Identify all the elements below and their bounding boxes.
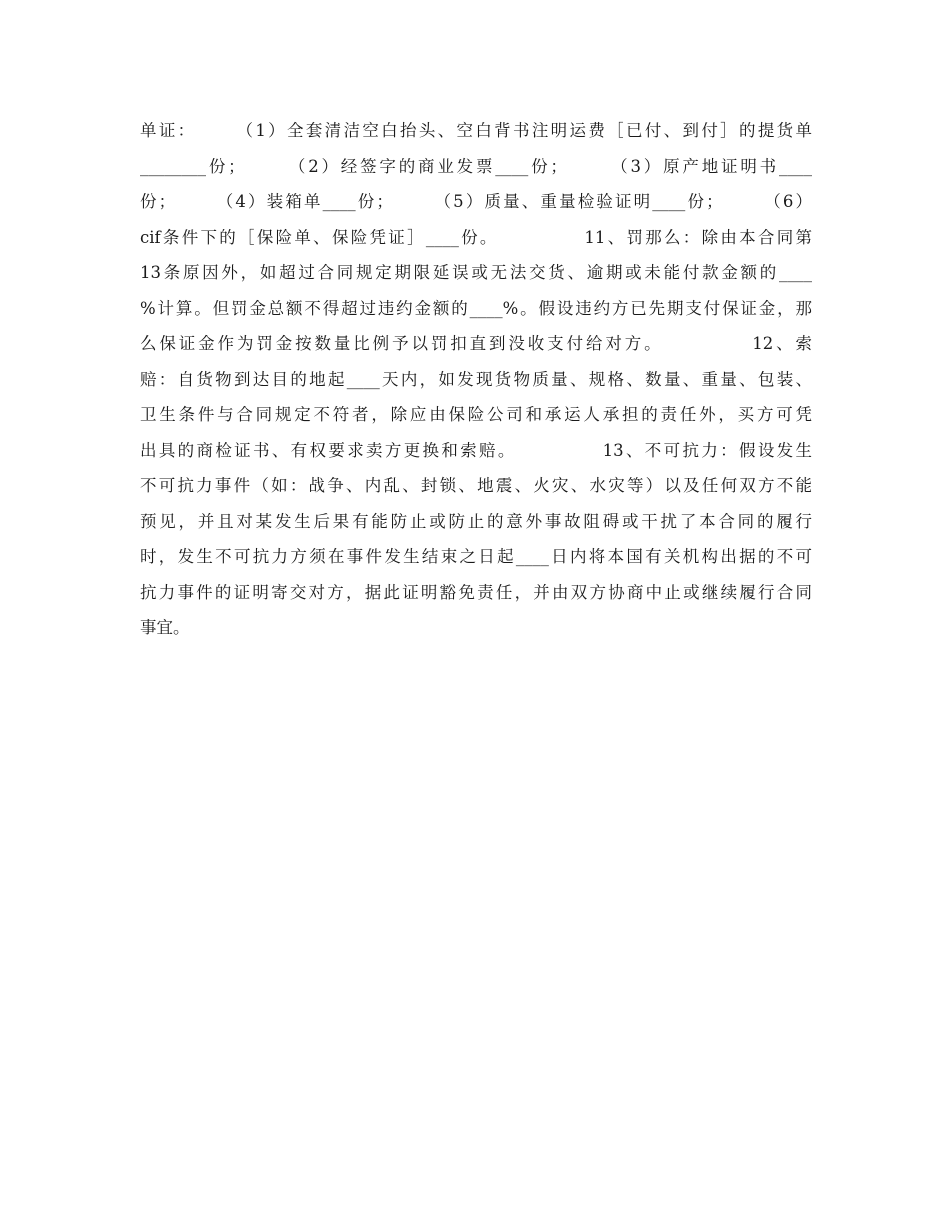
text-line: 份； （4）装箱单____份； （5）质量、重量检验证明____份； （6） [140, 192, 812, 211]
text-line: ________份； （2）经签字的商业发票____份； （3）原产地证明书____ [140, 156, 812, 176]
text-line: 单证： （1）全套清洁空白抬头、空白背书注明运费［已付、到付］的提货单 [140, 121, 812, 140]
text-line: cif条件下的［保险单、保险凭证］____份。 11、罚那么：除由本合同第 [140, 227, 812, 247]
text-line: 么保证金作为罚金按数量比例予以罚扣直到没收支付给对方。 12、索 [140, 334, 812, 353]
text-line: 抗力事件的证明寄交对方，据此证明豁免责任，并由双方协商中止或继续履行合同 [140, 582, 812, 602]
text-line: 时，发生不可抗力方须在事件发生结束之日起____日内将本国有关机构出据的不可 [140, 547, 812, 566]
text-line: 出具的商检证书、有权要求卖方更换和索赔。 13、不可抗力：假设发生 [140, 440, 812, 460]
text-line: 赔：自货物到达目的地起____天内，如发现货物质量、规格、数量、重量、包装、 [140, 369, 812, 389]
text-line: 卫生条件与合同规定不符者，除应由保险公司和承运人承担的责任外，买方可凭 [140, 405, 812, 424]
text-line: 不可抗力事件（如：战争、内乱、封锁、地震、火灾、水灾等）以及任何双方不能 [140, 476, 812, 495]
text-line: 预见，并且对某发生后果有能防止或防止的意外事故阻碍或干扰了本合同的履行 [140, 511, 812, 531]
text-line: 事宜。 [140, 618, 190, 637]
text-line: %计算。但罚金总额不得超过违约金额的____%。假设违约方已先期支付保证金，那 [140, 298, 812, 318]
contract-clauses-text [140, 113, 812, 646]
text-line: 13条原因外，如超过合同规定期限延误或无法交货、逾期或未能付款金额的____ [140, 263, 812, 282]
